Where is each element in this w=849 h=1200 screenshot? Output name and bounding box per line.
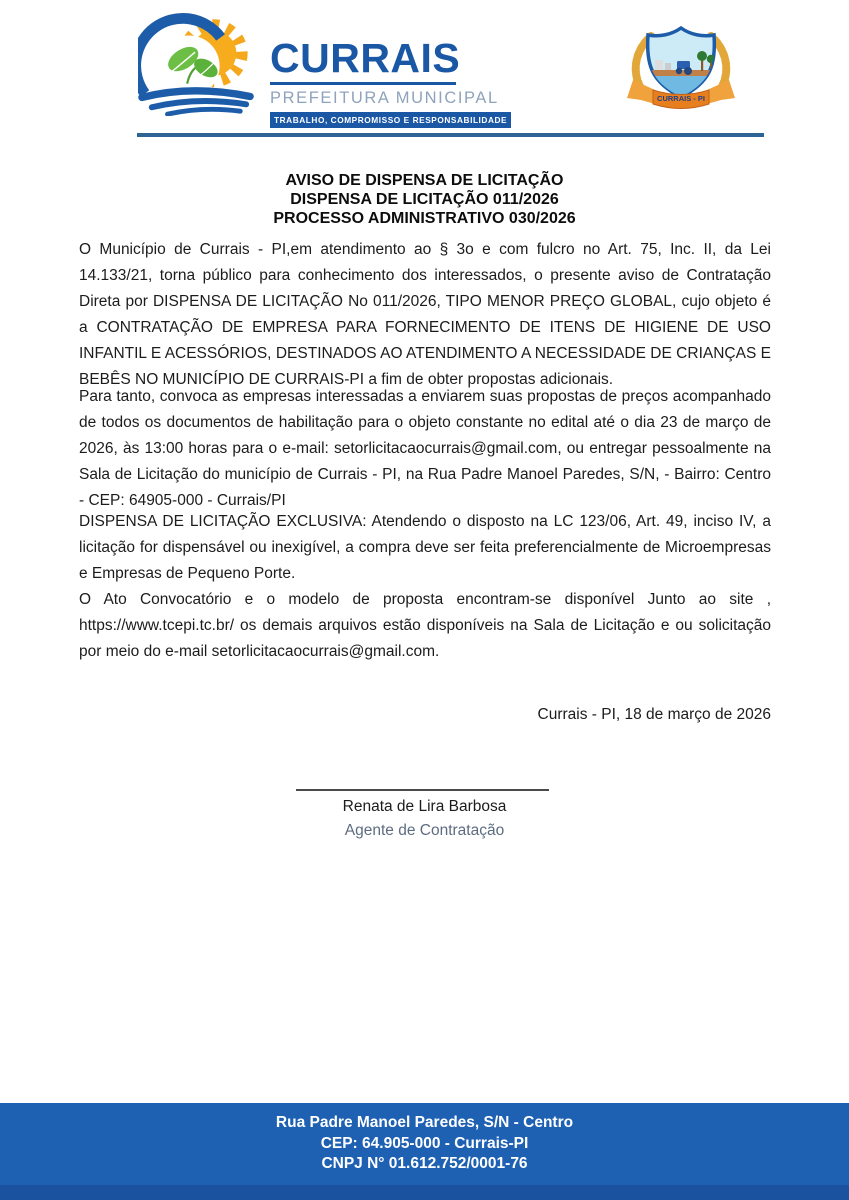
signature-name: Renata de Lira Barbosa xyxy=(342,798,507,815)
signature-role: Agente de Contratação xyxy=(344,822,505,839)
paragraph-proposals: Para tanto, convoca as empresas interessadas a enviarem suas propostas de preços acompanhado de todos os documentos de habilitação para o objeto constante no edital até o dia 23 de março de 2026, às 13:00 horas para o e-mail: setorlicitacaocurrais@gmail.com, ou entregar pessoalmente na Sala de Licitação do município de Currais - PI, na Rua Padre Manoel Paredes, S/N, - Bairro: Centro - CEP: 64905-000 - Currais/PI xyxy=(79,388,771,509)
logo-text-block xyxy=(270,35,508,128)
sun-leaves-logo-icon xyxy=(138,12,256,116)
paragraph-availability: O Ato Convocatório e o modelo de proposta encontram-se disponível Junto ao site , https://www.tcepi.tc.br/ os demais arquivos estão disponíveis na Sala de Licitação e ou solicitação por meio do e-mail setorlicitacaocurrais@gmail.com. xyxy=(79,591,771,660)
date-line: Currais - PI, 18 de março de 2026 xyxy=(537,706,771,723)
footer-street: Rua Padre Manoel Paredes, S/N - Centro xyxy=(275,1114,574,1131)
title-line-2: DISPENSA DE LICITAÇÃO 011/2026 xyxy=(290,191,559,208)
logo-subtitle: PREFEITURA MUNICIPAL xyxy=(270,88,499,107)
signature-line xyxy=(296,789,549,791)
logo-city-name: CURRAIS xyxy=(270,35,461,81)
header-divider xyxy=(137,133,764,137)
title-line-3: PROCESSO ADMINISTRATIVO 030/2026 xyxy=(273,210,576,227)
municipality-logo xyxy=(138,12,508,128)
crest-ribbon-label: CURRAIS - PI xyxy=(657,94,705,103)
footer xyxy=(0,1103,849,1200)
footer-cnpj: CNPJ N° 01.612.752/0001-76 xyxy=(321,1155,528,1172)
logo-tagline-badge: TRABALHO, COMPROMISSO E RESPONSABILIDADE xyxy=(270,112,511,128)
footer-bottom-strip xyxy=(0,1185,849,1200)
title-line-1: AVISO DE DISPENSA DE LICITAÇÃO xyxy=(285,172,564,189)
logo-rule xyxy=(270,82,456,85)
footer-cep: CEP: 64.905-000 - Currais-PI xyxy=(320,1134,529,1152)
document-title xyxy=(0,171,849,228)
paragraph-exclusive: DISPENSA DE LICITAÇÃO EXCLUSIVA: Atendendo o disposto na LC 123/06, Art. 49, inciso IV, a licitação for dispensável ou inexigível, a compra deve ser feita preferencialmente de Microempresas e Empresas de Pequeno Porte. xyxy=(79,513,771,582)
footer-address-block xyxy=(0,1103,849,1185)
paragraph-object: O Município de Currais - PI,em atendimento ao § 3o e com fulcro no Art. 75, Inc. II, da Lei 14.133/21, torna público para conhecimento dos interessados, o presente aviso de Contratação Direta por DISPENSA DE LICITAÇÃO No 011/2026, TIPO MENOR PREÇO GLOBAL, cujo objeto é a CONTRATAÇÃO DE EMPRESA PARA FORNECIMENTO DE ITENS DE HIGIENE DE USO INFANTIL E ACESSÓRIOS, DESTINADOS AO ATENDIMENTO A NECESSIDADE DE CRIANÇAS E BEBÊS NO MUNICÍPIO DE CURRAIS-PI a fim de obter propostas adicionais. xyxy=(79,241,771,388)
city-crest-icon xyxy=(615,20,747,122)
